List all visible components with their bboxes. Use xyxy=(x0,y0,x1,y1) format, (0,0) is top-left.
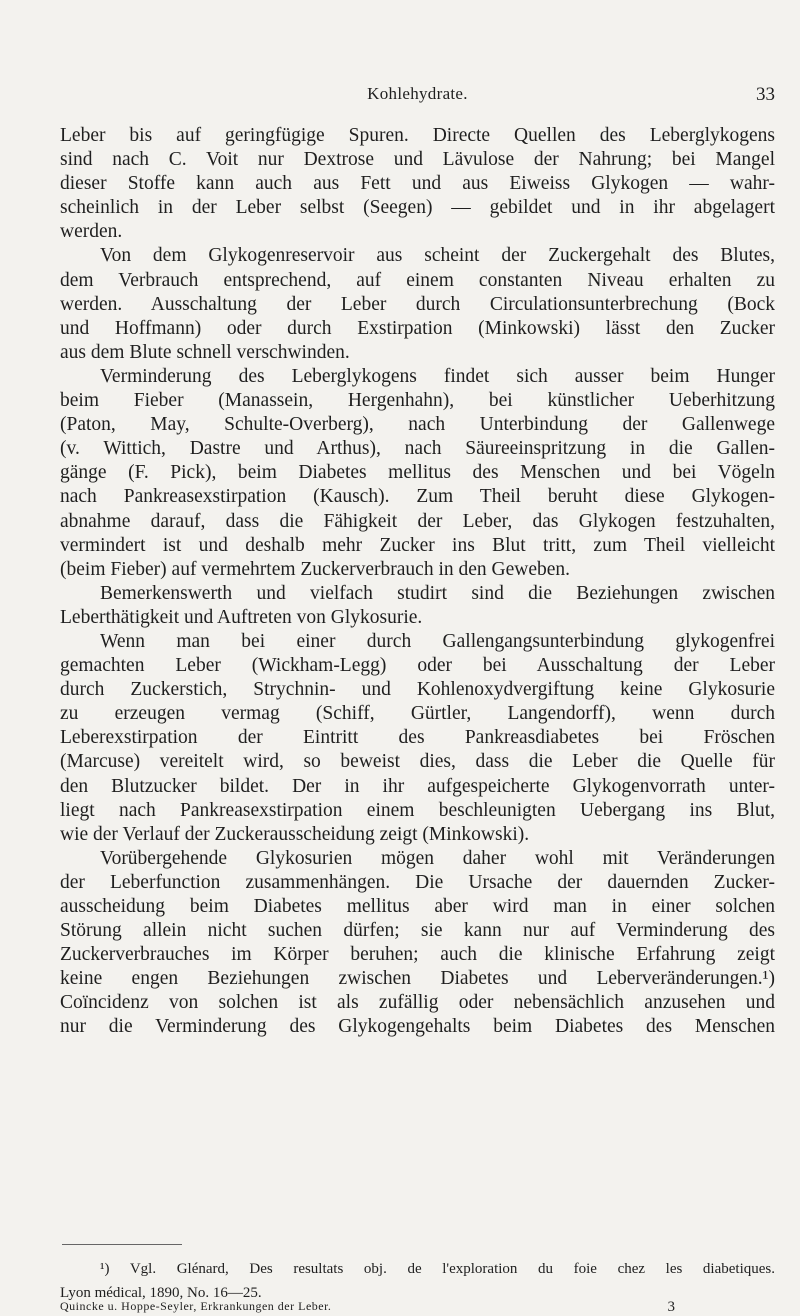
footnote-divider xyxy=(62,1244,182,1245)
text-line: der Leberfunction zusammenhängen. Die Ursache der dauernden Zucker- xyxy=(60,871,775,893)
text-line: Vorübergehende Glykosurien mögen daher wohl mit Veränderungen xyxy=(100,847,775,869)
text-line: vermindert ist und deshalb mehr Zucker ins Blut tritt, zum Theil vielleicht xyxy=(60,534,775,556)
text-line: (v. Wittich, Dastre und Arthus), nach Säureeinspritzung in die Gallen- xyxy=(60,438,775,460)
signature-mark: 3 xyxy=(667,1299,675,1315)
text-line: liegt nach Pankreasexstirpation einem beschleunigten Uebergang ins Blut, xyxy=(60,799,775,821)
text-line: beim Fieber (Manassein, Hergenhahn), bei künstlicher Ueberhitzung xyxy=(60,390,775,412)
text-line: Coïncidenz von solchen ist als zufällig oder nebensächlich anzusehen und xyxy=(60,992,775,1014)
text-line: (Marcuse) vereitelt wird, so beweist dies, dass die Leber die Quelle für xyxy=(60,751,775,773)
text-line: (Paton, May, Schulte-Overberg), nach Unterbindung der Gallenwege xyxy=(60,414,775,436)
text-line: ausscheidung beim Diabetes mellitus aber wird man in einer solchen xyxy=(60,896,775,917)
text-line: Wenn man bei einer durch Gallengangsunterbindung glykogenfrei xyxy=(100,630,775,652)
text-line: Verminderung des Leberglykogens findet sich ausser beim Hunger xyxy=(100,365,775,387)
text-line: werden. xyxy=(60,221,123,243)
text-line: und Hoffmann) oder durch Exstirpation (Minkowski) lässt den Zucker xyxy=(60,317,775,339)
page-footer xyxy=(60,1299,775,1314)
text-line: (beim Fieber) auf vermehrtem Zuckerverbrauch in den Geweben. xyxy=(60,558,571,580)
footer-citation: Quincke u. Hoppe-Seyler, Erkrankungen der Leber. xyxy=(60,1299,332,1313)
page-number: 33 xyxy=(756,84,775,105)
footnote-line-1: ¹) Vgl. Glénard, Des resultats obj. de l'exploration du foie chez les diabetiques. xyxy=(100,1261,775,1277)
text-line: Zuckerverbrauches im Körper beruhen; auch die klinische Erfahrung zeigt xyxy=(60,944,775,966)
text-line: dem Verbrauch entsprechend, auf einem constanten Niveau erhalten zu xyxy=(60,269,775,291)
text-line: Leber bis auf geringfügige Spuren. Directe Quellen des Leberglykogens xyxy=(60,125,775,146)
text-line: nur die Verminderung des Glykogengehalts beim Diabetes des Menschen xyxy=(60,1016,775,1038)
footnote-line-2: Lyon médical, 1890, No. 16—25. xyxy=(60,1285,262,1302)
text-line: aus dem Blute schnell verschwinden. xyxy=(60,341,350,363)
text-line: zu erzeugen vermag (Schiff, Gürtler, Langendorff), wenn durch xyxy=(60,703,775,725)
page-header xyxy=(60,84,775,108)
body-text xyxy=(60,124,775,1040)
text-line: sind nach C. Voit nur Dextrose und Lävulose der Nahrung; bei Mangel xyxy=(60,149,775,171)
text-line: durch Zuckerstich, Strychnin- und Kohlenoxydvergiftung keine Glykosurie xyxy=(60,679,775,701)
text-line: Bemerkenswerth und vielfach studirt sind die Beziehungen zwischen xyxy=(100,582,775,604)
text-line: Störung allein nicht suchen dürfen; sie kann nur auf Verminderung des xyxy=(60,920,775,942)
text-line: scheinlich in der Leber selbst (Seegen) — gebildet und in ihr abgelagert xyxy=(60,197,775,219)
text-line: den Blutzucker bildet. Der in ihr aufgespeicherte Glykogenvorrath unter- xyxy=(60,775,775,797)
text-line: gänge (F. Pick), beim Diabetes mellitus des Menschen und bei Vögeln xyxy=(60,462,775,484)
text-line: Von dem Glykogenreservoir aus scheint der Zuckergehalt des Blutes, xyxy=(100,245,775,267)
text-line: abnahme darauf, dass die Fähigkeit der Leber, das Glykogen festzuhalten, xyxy=(60,510,775,532)
text-line: werden. Ausschaltung der Leber durch Circulationsunterbrechung (Bock xyxy=(60,293,775,315)
text-line: Leberthätigkeit und Auftreten von Glykosurie. xyxy=(60,606,423,628)
text-line: nach Pankreasexstirpation (Kausch). Zum Theil beruht diese Glykogen- xyxy=(60,486,775,508)
text-line: Leberexstirpation der Eintritt des Pankreasdiabetes bei Fröschen xyxy=(60,727,775,749)
text-line: dieser Stoffe kann auch aus Fett und aus Eiweiss Glykogen — wahr- xyxy=(60,173,775,195)
text-line: gemachten Leber (Wickham-Legg) oder bei Ausschaltung der Leber xyxy=(60,655,775,677)
text-line: wie der Verlauf der Zuckerausscheidung zeigt (Minkowski). xyxy=(60,823,530,845)
text-line: keine engen Beziehungen zwischen Diabetes und Leberveränderungen.¹) xyxy=(60,968,775,990)
running-title: Kohlehydrate. xyxy=(367,84,468,103)
